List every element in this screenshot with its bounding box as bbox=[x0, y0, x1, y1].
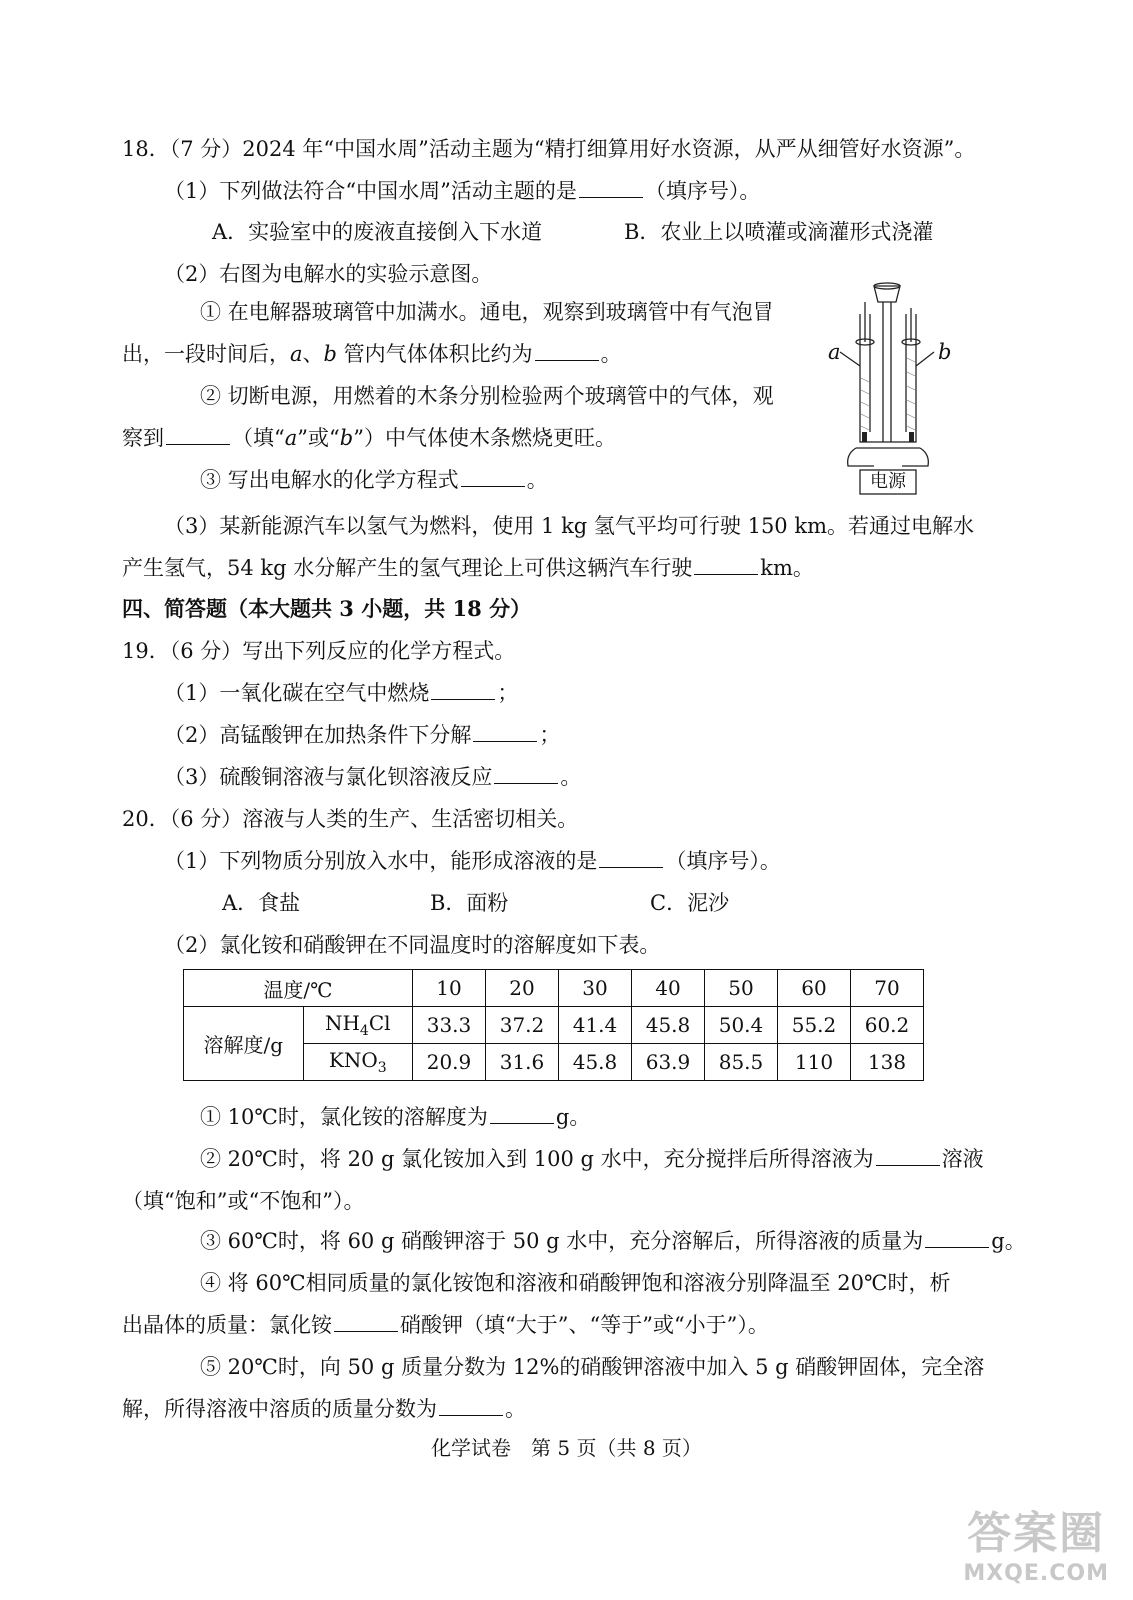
q20-option-b: B．面粉 bbox=[430, 891, 509, 915]
table-row-name: $KNO_3$ bbox=[303, 1044, 412, 1081]
table-header-cell: 30 bbox=[559, 970, 632, 1007]
q20-sub5-line1: ⑤ 20℃时，向 50 g 质量分数为 12%的硝酸钾溶液中加入 5 g 硝酸钾固体，完全溶 bbox=[200, 1355, 985, 1379]
table-cell: 85.5 bbox=[705, 1044, 778, 1081]
table-cell: 55.2 bbox=[778, 1007, 851, 1044]
section-heading: 四、简答题（本大题共 3 小题，共 18 分） bbox=[122, 596, 532, 621]
table-cell: 45.8 bbox=[632, 1007, 705, 1044]
q20-part2: （2）氯化铵和硝酸钾在不同温度时的溶解度如下表。 bbox=[164, 933, 661, 957]
watermark-title: 答案圈 bbox=[967, 1508, 1106, 1559]
q20-stem: 20．（6 分）溶液与人类的生产、生活密切相关。 bbox=[122, 807, 579, 831]
answer-blank[interactable] bbox=[599, 847, 663, 868]
answer-blank[interactable] bbox=[579, 177, 643, 198]
q18-part1: （1）下列做法符合“中国水周”活动主题的是 （填序号）。 bbox=[164, 179, 761, 203]
q20-sub4-line1: ④ 将 60℃相同质量的氯化铵饱和溶液和硝酸钾饱和溶液分别降温至 20℃时，析 bbox=[200, 1271, 951, 1295]
table-header-row bbox=[184, 970, 924, 1007]
table-cell: 63.9 bbox=[632, 1044, 705, 1081]
answer-blank[interactable] bbox=[876, 1145, 940, 1166]
q18-option-b: B．农业上以喷灌或滴灌形式浇灌 bbox=[624, 220, 934, 244]
page-footer: 化学试卷 第 5 页（共 8 页） bbox=[431, 1436, 702, 1460]
q19-part2: （2）高锰酸钾在加热条件下分解 ； bbox=[164, 723, 561, 747]
q20-sub2-line2: （填“饱和”或“不饱和”）。 bbox=[122, 1189, 365, 1213]
table-header-cell: 20 bbox=[486, 970, 559, 1007]
electrolysis-diagram bbox=[826, 282, 966, 498]
q20-option-a: A．食盐 bbox=[222, 891, 301, 915]
table-cell: 60.2 bbox=[851, 1007, 924, 1044]
q18-sub3: ③ 写出电解水的化学方程式 。 bbox=[200, 468, 548, 492]
watermark-logo bbox=[963, 1497, 1109, 1586]
q20-part1: （1）下列物质分别放入水中，能形成溶液的是 （填序号）。 bbox=[164, 849, 781, 873]
solubility-table bbox=[183, 969, 924, 1081]
q20-sub5-line2: 解，所得溶液中溶质的质量分数为 。 bbox=[122, 1397, 526, 1421]
table-cell: 37.2 bbox=[486, 1007, 559, 1044]
table-cell: 45.8 bbox=[559, 1044, 632, 1081]
table-header-cell: 10 bbox=[413, 970, 486, 1007]
answer-blank[interactable] bbox=[461, 466, 525, 487]
answer-blank[interactable] bbox=[535, 340, 599, 361]
q20-sub3: ③ 60℃时，将 60 g 硝酸钾溶于 50 g 水中，充分溶解后，所得溶液的质量为 g。 bbox=[200, 1229, 1026, 1253]
table-header-cell: 60 bbox=[778, 970, 851, 1007]
q18-option-a: A．实验室中的废液直接倒入下水道 bbox=[212, 220, 543, 244]
table-row-group-label: 溶解度/g bbox=[184, 1007, 304, 1081]
table-cell: 138 bbox=[851, 1044, 924, 1081]
q18-part3-line1: （3）某新能源汽车以氢气为燃料，使用 1 kg 氢气平均可行驶 150 km。若通过电解水 bbox=[164, 514, 974, 538]
table-header-cell: 50 bbox=[705, 970, 778, 1007]
q20-option-c: C．泥沙 bbox=[650, 891, 730, 915]
answer-blank[interactable] bbox=[694, 554, 758, 575]
q18-sub1-line2: 出，一段时间后，a、b 管内气体体积比约为 。 bbox=[122, 342, 622, 366]
table-cell: 50.4 bbox=[705, 1007, 778, 1044]
answer-blank[interactable] bbox=[431, 679, 495, 700]
table-cell: 33.3 bbox=[413, 1007, 486, 1044]
q20-sub1: ① 10℃时，氯化铵的溶解度为 g。 bbox=[200, 1105, 591, 1129]
q18-sub2-line2: 察到 （填“a”或“b”）中气体使木条燃烧更旺。 bbox=[122, 426, 616, 450]
answer-blank[interactable] bbox=[925, 1227, 989, 1248]
q20-sub4-line2: 出晶体的质量：氯化铵 硝酸钾（填“大于”、“等于”或“小于”）。 bbox=[122, 1313, 769, 1337]
table-header-cell: 40 bbox=[632, 970, 705, 1007]
power-supply-label: 电源 bbox=[870, 471, 906, 492]
table-row-name: $NH_4Cl$ bbox=[303, 1007, 412, 1044]
watermark-url: MXQE.COM bbox=[963, 1561, 1109, 1586]
table-cell: 31.6 bbox=[486, 1044, 559, 1081]
tube-label-b: b bbox=[938, 340, 952, 364]
q19-part3: （3）硫酸铜溶液与氯化钡溶液反应 。 bbox=[164, 765, 582, 789]
q18-part3-line2: 产生氢气，54 kg 水分解产生的氢气理论上可供这辆汽车行驶 km。 bbox=[122, 556, 814, 580]
table-cell: 110 bbox=[778, 1044, 851, 1081]
q18-sub1-line1: ① 在电解器玻璃管中加满水。通电，观察到玻璃管中有气泡冒 bbox=[200, 300, 774, 324]
q20-sub2-line1: ② 20℃时，将 20 g 氯化铵加入到 100 g 水中，充分搅拌后所得溶液为 溶液 bbox=[200, 1147, 984, 1171]
q19-stem: 19．（6 分）写出下列反应的化学方程式。 bbox=[122, 639, 516, 663]
answer-blank[interactable] bbox=[490, 1103, 554, 1124]
answer-blank[interactable] bbox=[439, 1395, 503, 1416]
q18-part2: （2）右图为电解水的实验示意图。 bbox=[164, 262, 493, 286]
q18-stem: 18．（7 分）2024 年“中国水周”活动主题为“精打细算用好水资源，从严从细管好水资源”。 bbox=[122, 137, 976, 161]
answer-blank[interactable] bbox=[494, 763, 558, 784]
answer-blank[interactable] bbox=[334, 1311, 398, 1332]
table-cell: 20.9 bbox=[413, 1044, 486, 1081]
q18-sub2-line1: ② 切断电源，用燃着的木条分别检验两个玻璃管中的气体，观 bbox=[200, 384, 774, 408]
table-header-cell: 温度/℃ bbox=[184, 970, 413, 1007]
table-header-cell: 70 bbox=[851, 970, 924, 1007]
electrolysis-apparatus-figure bbox=[826, 282, 966, 498]
answer-blank[interactable] bbox=[166, 424, 230, 445]
tube-label-a: a bbox=[828, 340, 841, 364]
table-row bbox=[184, 1007, 924, 1044]
q19-part1: （1）一氧化碳在空气中燃烧 ； bbox=[164, 681, 519, 705]
answer-blank[interactable] bbox=[473, 721, 537, 742]
table-cell: 41.4 bbox=[559, 1007, 632, 1044]
